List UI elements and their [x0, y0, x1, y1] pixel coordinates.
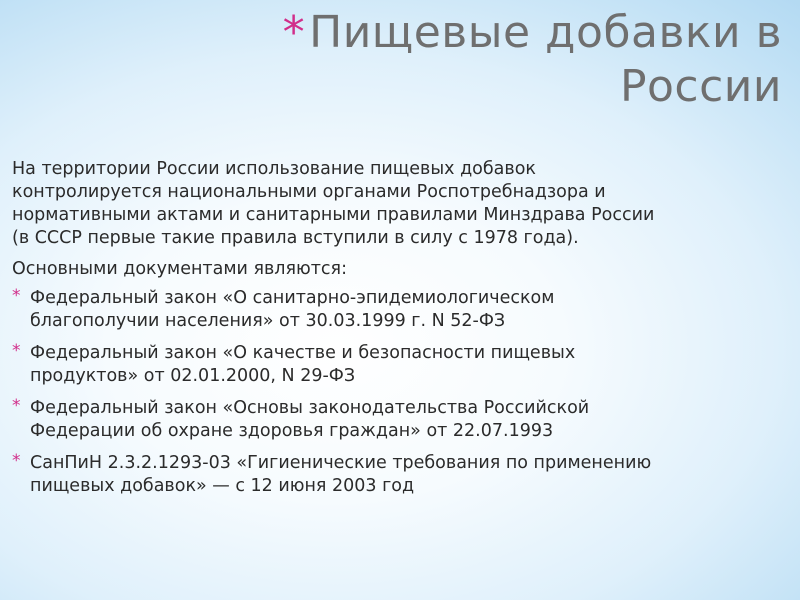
list-item: [12, 397, 672, 443]
slide-title: [222, 6, 782, 114]
asterisk-bullet-icon: *: [12, 396, 21, 416]
asterisk-bullet-icon: *: [12, 341, 21, 361]
list-item-text: Федеральный закон «О качестве и безопасности пищевых продуктов» от 02.01.2000, N 29-ФЗ: [30, 343, 576, 386]
documents-heading: Основными документами являются:: [12, 259, 347, 279]
list-item-text: СанПиН 2.3.2.1293-03 «Гигиенические требования по применению пищевых добавок» — с 12 июня 2003 год: [30, 453, 652, 496]
title-asterisk-icon: *: [282, 7, 306, 58]
slide-body: [12, 158, 672, 507]
list-item-text: Федеральный закон «Основы законодательства Российской Федерации об охране здоровья граждан» от 22.07.1993: [30, 398, 590, 441]
asterisk-bullet-icon: *: [12, 451, 21, 471]
list-item-text: Федеральный закон «О санитарно-эпидемиологическом благополучии населения» от 30.03.1999 г. N 52-ФЗ: [30, 288, 555, 331]
list-item: [12, 342, 672, 388]
list-item: [12, 452, 672, 498]
documents-list: [12, 287, 672, 498]
intro-paragraph: На территории России использование пищевых добавок контролируется национальными органами Роспотребнадзора и нормативными актами и санитарными правилами Минздрава России (в СССР первые такие правила вступили в силу с 1978 года).: [12, 159, 655, 248]
list-item: [12, 287, 672, 333]
slide-title-text: Пищевые добавки в России: [309, 7, 782, 112]
asterisk-bullet-icon: *: [12, 286, 21, 306]
